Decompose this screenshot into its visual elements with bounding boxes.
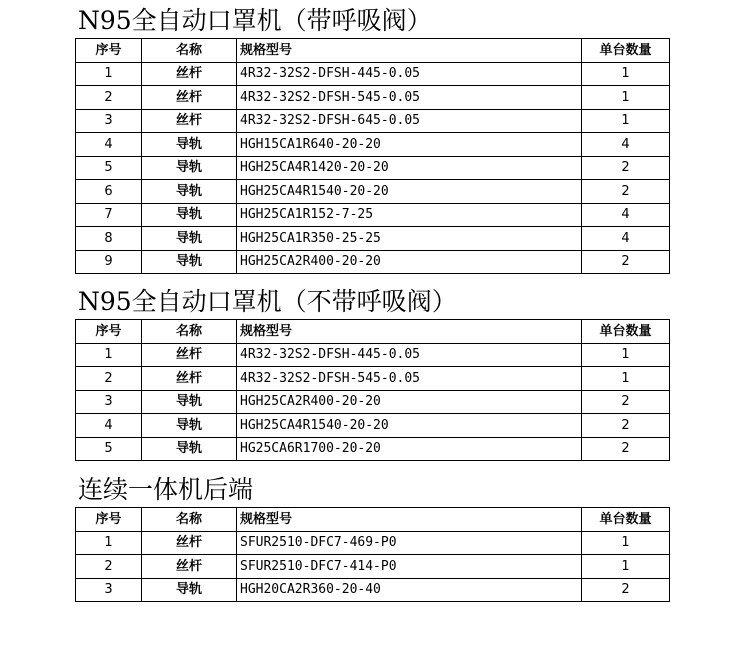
cell-name: 导轨 (142, 437, 237, 461)
table-row (76, 578, 670, 602)
header-model: 规格型号 (237, 320, 582, 344)
header-no: 序号 (76, 508, 142, 532)
table-row (76, 414, 670, 438)
cell-no: 3 (76, 390, 142, 414)
cell-no: 3 (76, 109, 142, 133)
section-title-with-valve: N95全自动口罩机（带呼吸阀） (78, 6, 432, 35)
table-row (76, 531, 670, 555)
table-row (76, 250, 670, 274)
cell-no: 7 (76, 203, 142, 227)
cell-no: 1 (76, 343, 142, 367)
cell-model: HGH25CA1R350-25-25 (237, 227, 582, 251)
table-row (76, 437, 670, 461)
header-model: 规格型号 (237, 39, 582, 63)
header-no: 序号 (76, 320, 142, 344)
cell-name: 导轨 (142, 133, 237, 157)
table-row (76, 133, 670, 157)
cell-model: HGH20CA2R360-20-40 (237, 578, 582, 602)
cell-no: 2 (76, 555, 142, 579)
cell-no: 6 (76, 180, 142, 204)
cell-model: 4R32-32S2-DFSH-445-0.05 (237, 62, 582, 86)
cell-no: 8 (76, 227, 142, 251)
table-row (76, 227, 670, 251)
header-no: 序号 (76, 39, 142, 63)
table-header-row (76, 39, 670, 63)
cell-model: HGH25CA2R400-20-20 (237, 250, 582, 274)
cell-model: 4R32-32S2-DFSH-545-0.05 (237, 367, 582, 391)
cell-qty: 2 (582, 578, 670, 602)
cell-qty: 4 (582, 133, 670, 157)
table-row (76, 343, 670, 367)
cell-qty: 1 (582, 367, 670, 391)
cell-qty: 2 (582, 156, 670, 180)
table-row (76, 156, 670, 180)
cell-qty: 2 (582, 390, 670, 414)
header-model: 规格型号 (237, 508, 582, 532)
table-row (76, 180, 670, 204)
cell-qty: 1 (582, 343, 670, 367)
header-name: 名称 (142, 39, 237, 63)
cell-name: 导轨 (142, 227, 237, 251)
cell-qty: 1 (582, 531, 670, 555)
table-row (76, 86, 670, 110)
cell-model: HGH25CA4R1540-20-20 (237, 180, 582, 204)
cell-qty: 2 (582, 414, 670, 438)
section-title-continuous-machine: 连续一体机后端 (78, 475, 254, 504)
cell-name: 导轨 (142, 156, 237, 180)
cell-model: 4R32-32S2-DFSH-445-0.05 (237, 343, 582, 367)
header-qty: 单台数量 (582, 508, 670, 532)
table-row (76, 62, 670, 86)
cell-no: 2 (76, 86, 142, 110)
cell-model: 4R32-32S2-DFSH-645-0.05 (237, 109, 582, 133)
cell-no: 2 (76, 367, 142, 391)
cell-name: 丝杆 (142, 531, 237, 555)
cell-name: 导轨 (142, 414, 237, 438)
header-name: 名称 (142, 320, 237, 344)
cell-name: 导轨 (142, 578, 237, 602)
cell-no: 1 (76, 531, 142, 555)
cell-model: HGH25CA1R152-7-25 (237, 203, 582, 227)
cell-model: HGH15CA1R640-20-20 (237, 133, 582, 157)
cell-qty: 2 (582, 180, 670, 204)
cell-name: 丝杆 (142, 86, 237, 110)
cell-name: 丝杆 (142, 109, 237, 133)
cell-name: 导轨 (142, 203, 237, 227)
cell-qty: 1 (582, 555, 670, 579)
cell-qty: 1 (582, 109, 670, 133)
cell-name: 丝杆 (142, 555, 237, 579)
cell-name: 导轨 (142, 180, 237, 204)
cell-no: 5 (76, 437, 142, 461)
cell-model: SFUR2510-DFC7-414-P0 (237, 555, 582, 579)
table-row (76, 203, 670, 227)
table-header-row (76, 320, 670, 344)
cell-name: 丝杆 (142, 62, 237, 86)
cell-no: 4 (76, 414, 142, 438)
header-qty: 单台数量 (582, 320, 670, 344)
cell-no: 9 (76, 250, 142, 274)
table-row (76, 555, 670, 579)
cell-qty: 2 (582, 437, 670, 461)
cell-no: 3 (76, 578, 142, 602)
cell-model: HGH25CA4R1540-20-20 (237, 414, 582, 438)
cell-model: HGH25CA2R400-20-20 (237, 390, 582, 414)
cell-model: HGH25CA4R1420-20-20 (237, 156, 582, 180)
section-title-without-valve: N95全自动口罩机（不带呼吸阀） (78, 287, 457, 316)
cell-qty: 1 (582, 62, 670, 86)
spec-table-with-valve (75, 38, 670, 274)
cell-model: 4R32-32S2-DFSH-545-0.05 (237, 86, 582, 110)
cell-name: 导轨 (142, 250, 237, 274)
cell-qty: 4 (582, 203, 670, 227)
table-row (76, 367, 670, 391)
spec-table-without-valve (75, 319, 670, 461)
cell-qty: 2 (582, 250, 670, 274)
table-row (76, 390, 670, 414)
cell-model: SFUR2510-DFC7-469-P0 (237, 531, 582, 555)
spec-table-continuous-machine (75, 507, 670, 602)
table-row (76, 109, 670, 133)
cell-name: 导轨 (142, 390, 237, 414)
cell-name: 丝杆 (142, 367, 237, 391)
cell-qty: 4 (582, 227, 670, 251)
table-header-row (76, 508, 670, 532)
cell-no: 1 (76, 62, 142, 86)
header-name: 名称 (142, 508, 237, 532)
cell-no: 5 (76, 156, 142, 180)
cell-model: HG25CA6R1700-20-20 (237, 437, 582, 461)
cell-qty: 1 (582, 86, 670, 110)
header-qty: 单台数量 (582, 39, 670, 63)
cell-name: 丝杆 (142, 343, 237, 367)
cell-no: 4 (76, 133, 142, 157)
